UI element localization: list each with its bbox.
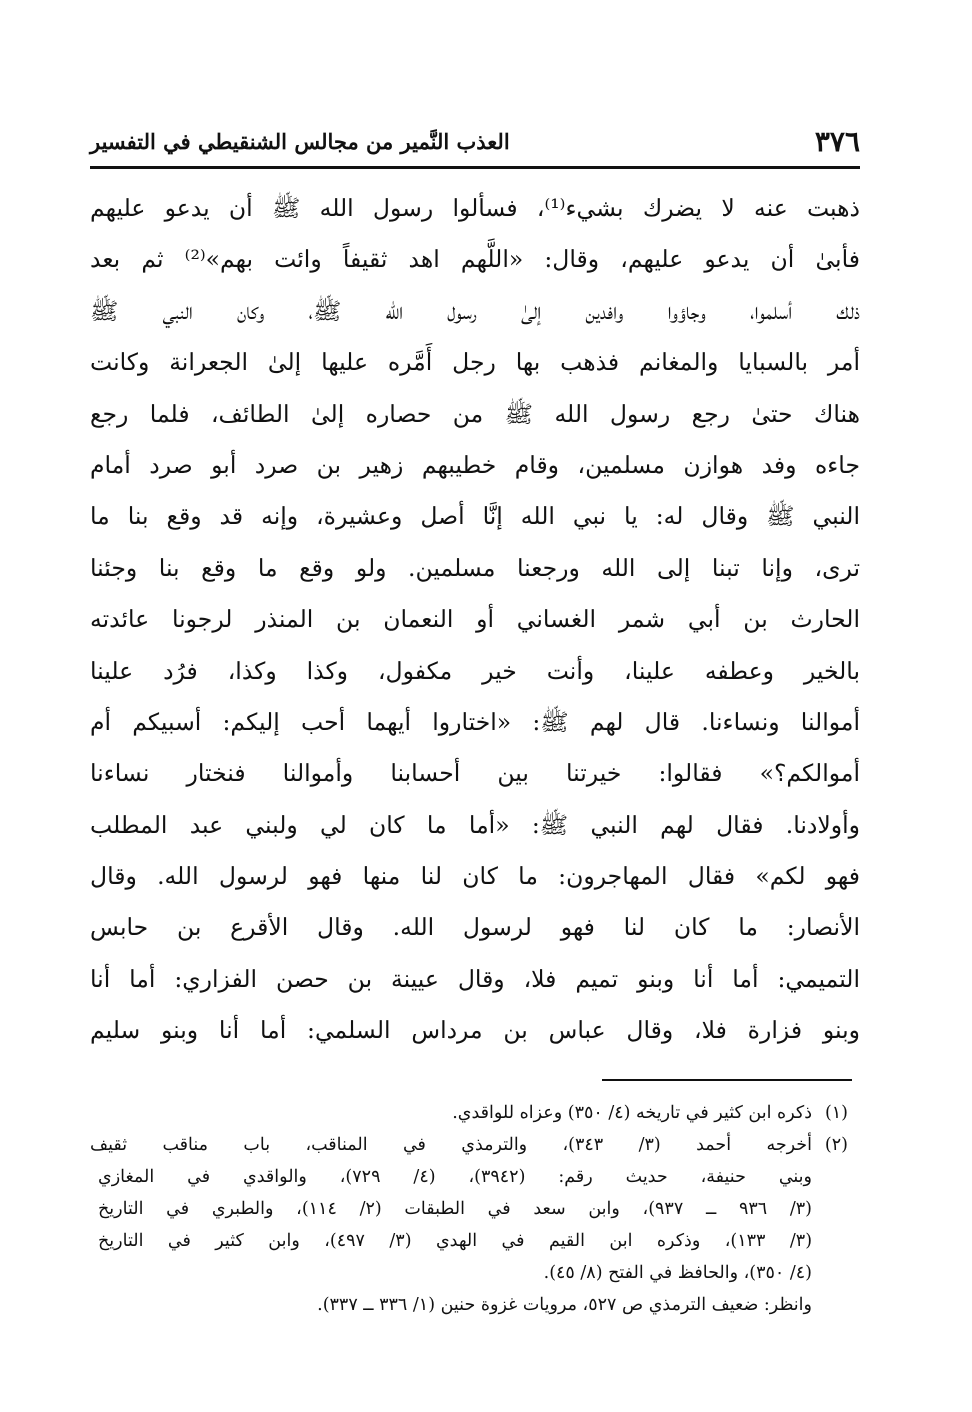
footnote-text: ذكره ابن كثير في تاريخه (٤/ ٣٥٠) وعزاه للواقدي. — [452, 1102, 812, 1123]
footnote-text: أخرجه أحمد (٣/ ٣٤٣)، والترمذي في المناقب، باب مناقب ثقيف — [90, 1134, 812, 1155]
text-line: التميمي: أما أنا وبنو تميم فلا، وقال عيينة بن حصن الفزاري: أما أنا — [90, 964, 860, 993]
footnote-continuation: وبني حنيفة، حديث رقم: (٣٩٤٢)، (٤/ ٧٢٩)، والواقدي في المغازي — [98, 1166, 813, 1187]
book-page — [90, 116, 860, 1321]
running-title: العذب النَّمير من مجالس الشنقيطي في التفسير — [90, 128, 510, 154]
text-line: أمر بالسبايا والمغانم فذهب بها رجل أَمَّره عليها إلىٰ الجعرانة وكانت — [90, 348, 860, 377]
text-line: هناك حتىٰ رجع رسول الله ﷺ من حصاره إلىٰ الطائف، فلما رجع — [90, 399, 860, 428]
footnotes — [90, 1097, 860, 1321]
footnote-marker: (٢) — [824, 1134, 848, 1155]
text-line: أموالنا ونساءنا. قال لهم ﷺ: «اختاروا أيهما أحب إليكم: أسبيكم أم — [90, 707, 860, 736]
text-line: ذهبت عنه لا يضرك بشيء⁽¹⁾، فسألوا رسول الله ﷺ أن يدعو عليهم — [90, 194, 860, 222]
text-line: وأولادنا. فقال لهم النبي ﷺ: «أما ما كان لي ولبني عبد المطلب — [90, 810, 860, 839]
text-line: جاءه وفد هوازن مسلمين، وقام خطيبهم زهير بن صرد أبو صرد أمام — [90, 450, 860, 479]
page-header — [90, 116, 860, 169]
footnote-continuation: (٣/ ١٣٣)، وذكره ابن القيم في الهدي (٣/ ٤٩٧)، وابن كثير في التاريخ — [98, 1230, 813, 1251]
text-line: النبي ﷺ وقال له: يا نبي الله إنَّا أصل وعشيرة، وإنه قد وقع بنا ما — [90, 502, 860, 531]
text-line: فهو لكم» فقال المهاجرون: ما كان لنا منها فهو لرسول الله. وقال — [90, 862, 860, 891]
text-line: ترى، وإنا تبنا إلى الله ورجعنا مسلمين. ولو وقع ما وقع بنا وجئنا — [90, 553, 860, 582]
page-number: ٣٧٦ — [814, 124, 860, 158]
text-line: الحارث بن أبي شمر الغساني أو النعمان بن المنذر لرجونا عائدته — [90, 605, 860, 634]
text-line: وبنو فزارة فلا، وقال عباس بن مرداس السلمي: أما أنا وبنو سليم — [90, 1016, 860, 1045]
footnote-1 — [90, 1097, 860, 1129]
footnote-2 — [90, 1129, 860, 1161]
footnote-continuation: وانظر: ضعيف الترمذي ص ٥٢٧، مرويات غزوة حنين (١/ ٣٣٦ ــ ٣٣٧). — [317, 1294, 812, 1315]
main-text — [90, 183, 860, 1057]
text-line: الأنصار: ما كان لنا فهو لرسول الله. وقال الأقرع بن حابس — [90, 913, 860, 942]
text-line: ذلك أسلموا، وجاؤوا وافدين إلىٰ رسول الله ﷺ، وكان النبي ﷺ — [90, 296, 860, 325]
text-line: بالخير وعطفه علينا، وأنت خير مكفول، وكذا وكذا، فرُد علينا — [90, 656, 860, 685]
footnote-continuation: (٤/ ٣٥٠)، والحافظ في الفتح (٨/ ٤٥). — [543, 1262, 812, 1283]
footnote-continuation: (٣/ ٩٣٦ ــ ٩٣٧)، وابن سعد في الطبقات (٢/ ١١٤)، والطبري في التاريخ — [98, 1198, 812, 1219]
footnote-separator — [602, 1079, 852, 1081]
footnote-marker: (١) — [824, 1102, 848, 1123]
text-line: فأبىٰ أن يدعو عليهم، وقال: «اللَّهم اهد ثقيفاً وائت بهم»⁽²⁾ ثم بعد — [90, 245, 860, 274]
text-line: أموالكم؟» فقالوا: خيرتنا بين أحسابنا وأموالنا فنختار نساءنا — [90, 759, 860, 788]
